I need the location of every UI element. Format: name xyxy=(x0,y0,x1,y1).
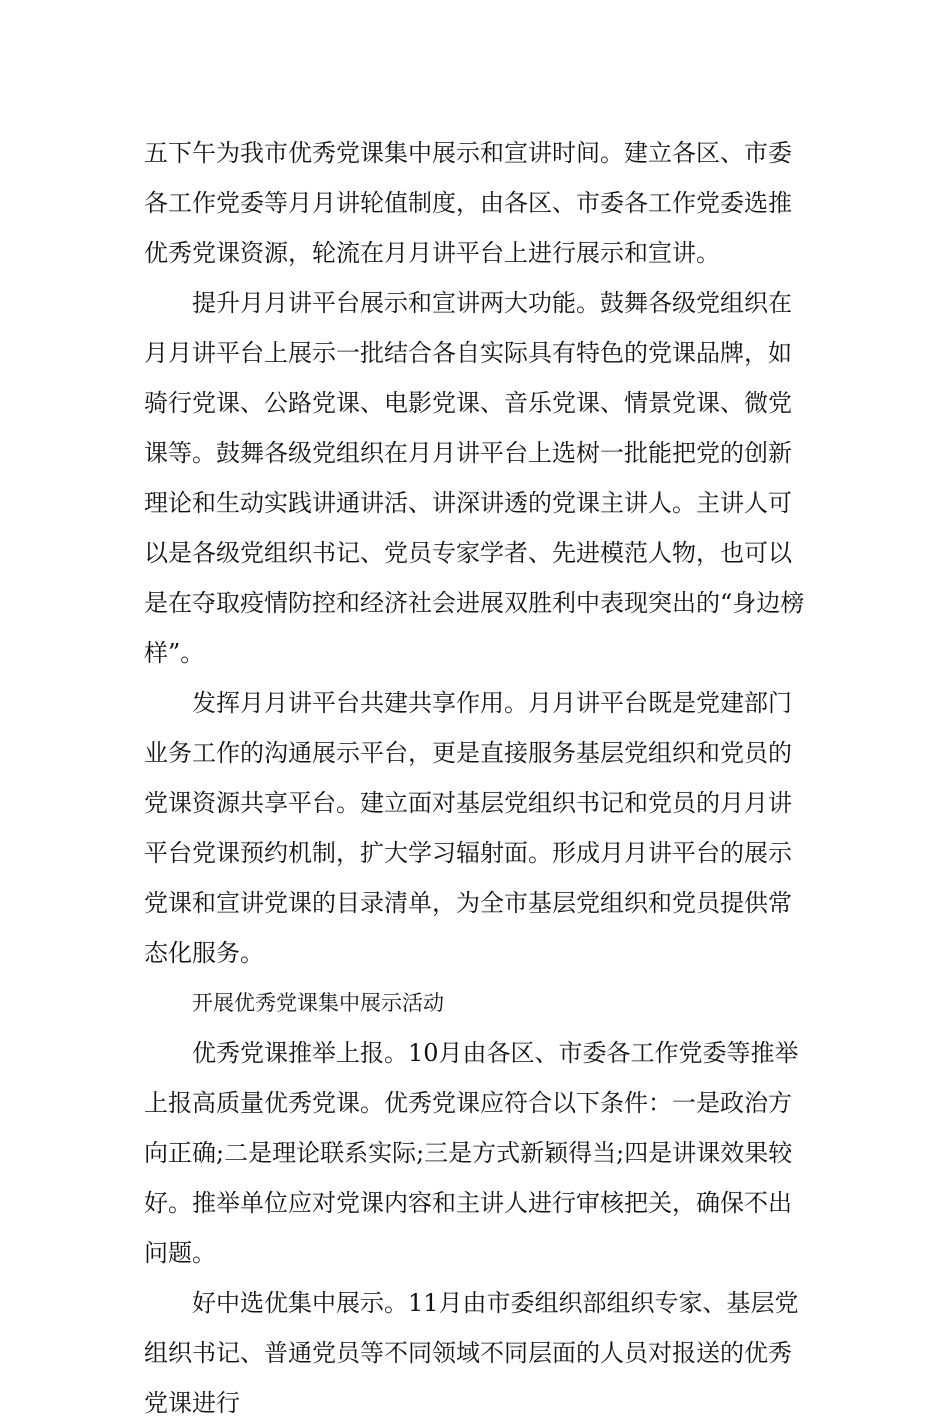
document-body xyxy=(144,128,814,1428)
paragraph-recommendation: 优秀党课推举上报。10月由各区、市委各工作党委等推举上报高质量优秀党课。优秀党课应符合以下条件：一是政治方向正确;二是理论联系实际;三是方式新颖得当;四是讲课效果较好。推举单位应对党课内容和主讲人进行审核把关，确保不出问题。 xyxy=(144,1039,799,1267)
paragraph-continuation: 五下午为我市优秀党课集中展示和宣讲时间。建立各区、市委各工作党委等月月讲轮值制度，由各区、市委各工作党委选推优秀党课资源，轮流在月月讲平台上进行展示和宣讲。 xyxy=(144,139,792,267)
paragraph-platform-functions: 提升月月讲平台展示和宣讲两大功能。鼓舞各级党组织在月月讲平台上展示一批结合各自实际具有特色的党课品牌，如骑行党课、公路党课、电影党课、音乐党课、情景党课、微党课等。鼓舞各级党组织在月月讲平台上选树一批能把党的创新理论和生动实践讲通讲活、讲深讲透的党课主讲人。主讲人可以是各级党组织书记、党员专家学者、先进模范人物，也可以是在夺取疫情防控和经济社会进展双胜利中表现突出的“身边榜样”。 xyxy=(144,289,805,667)
paragraph-platform-sharing: 发挥月月讲平台共建共享作用。月月讲平台既是党建部门业务工作的沟通展示平台，更是直接服务基层党组织和党员的党课资源共享平台。建立面对基层党组织书记和党员的月月讲平台党课预约机制，扩大学习辐射面。形成月月讲平台的展示党课和宣讲党课的目录清单，为全市基层党组织和党员提供常态化服务。 xyxy=(144,689,792,967)
paragraph-selection: 好中选优集中展示。11月由市委组织部组织专家、基层党组织书记、普通党员等不同领域不同层面的人员对报送的优秀党课进行 xyxy=(144,1289,799,1417)
section-heading: 开展优秀党课集中展示活动 xyxy=(192,991,444,1015)
